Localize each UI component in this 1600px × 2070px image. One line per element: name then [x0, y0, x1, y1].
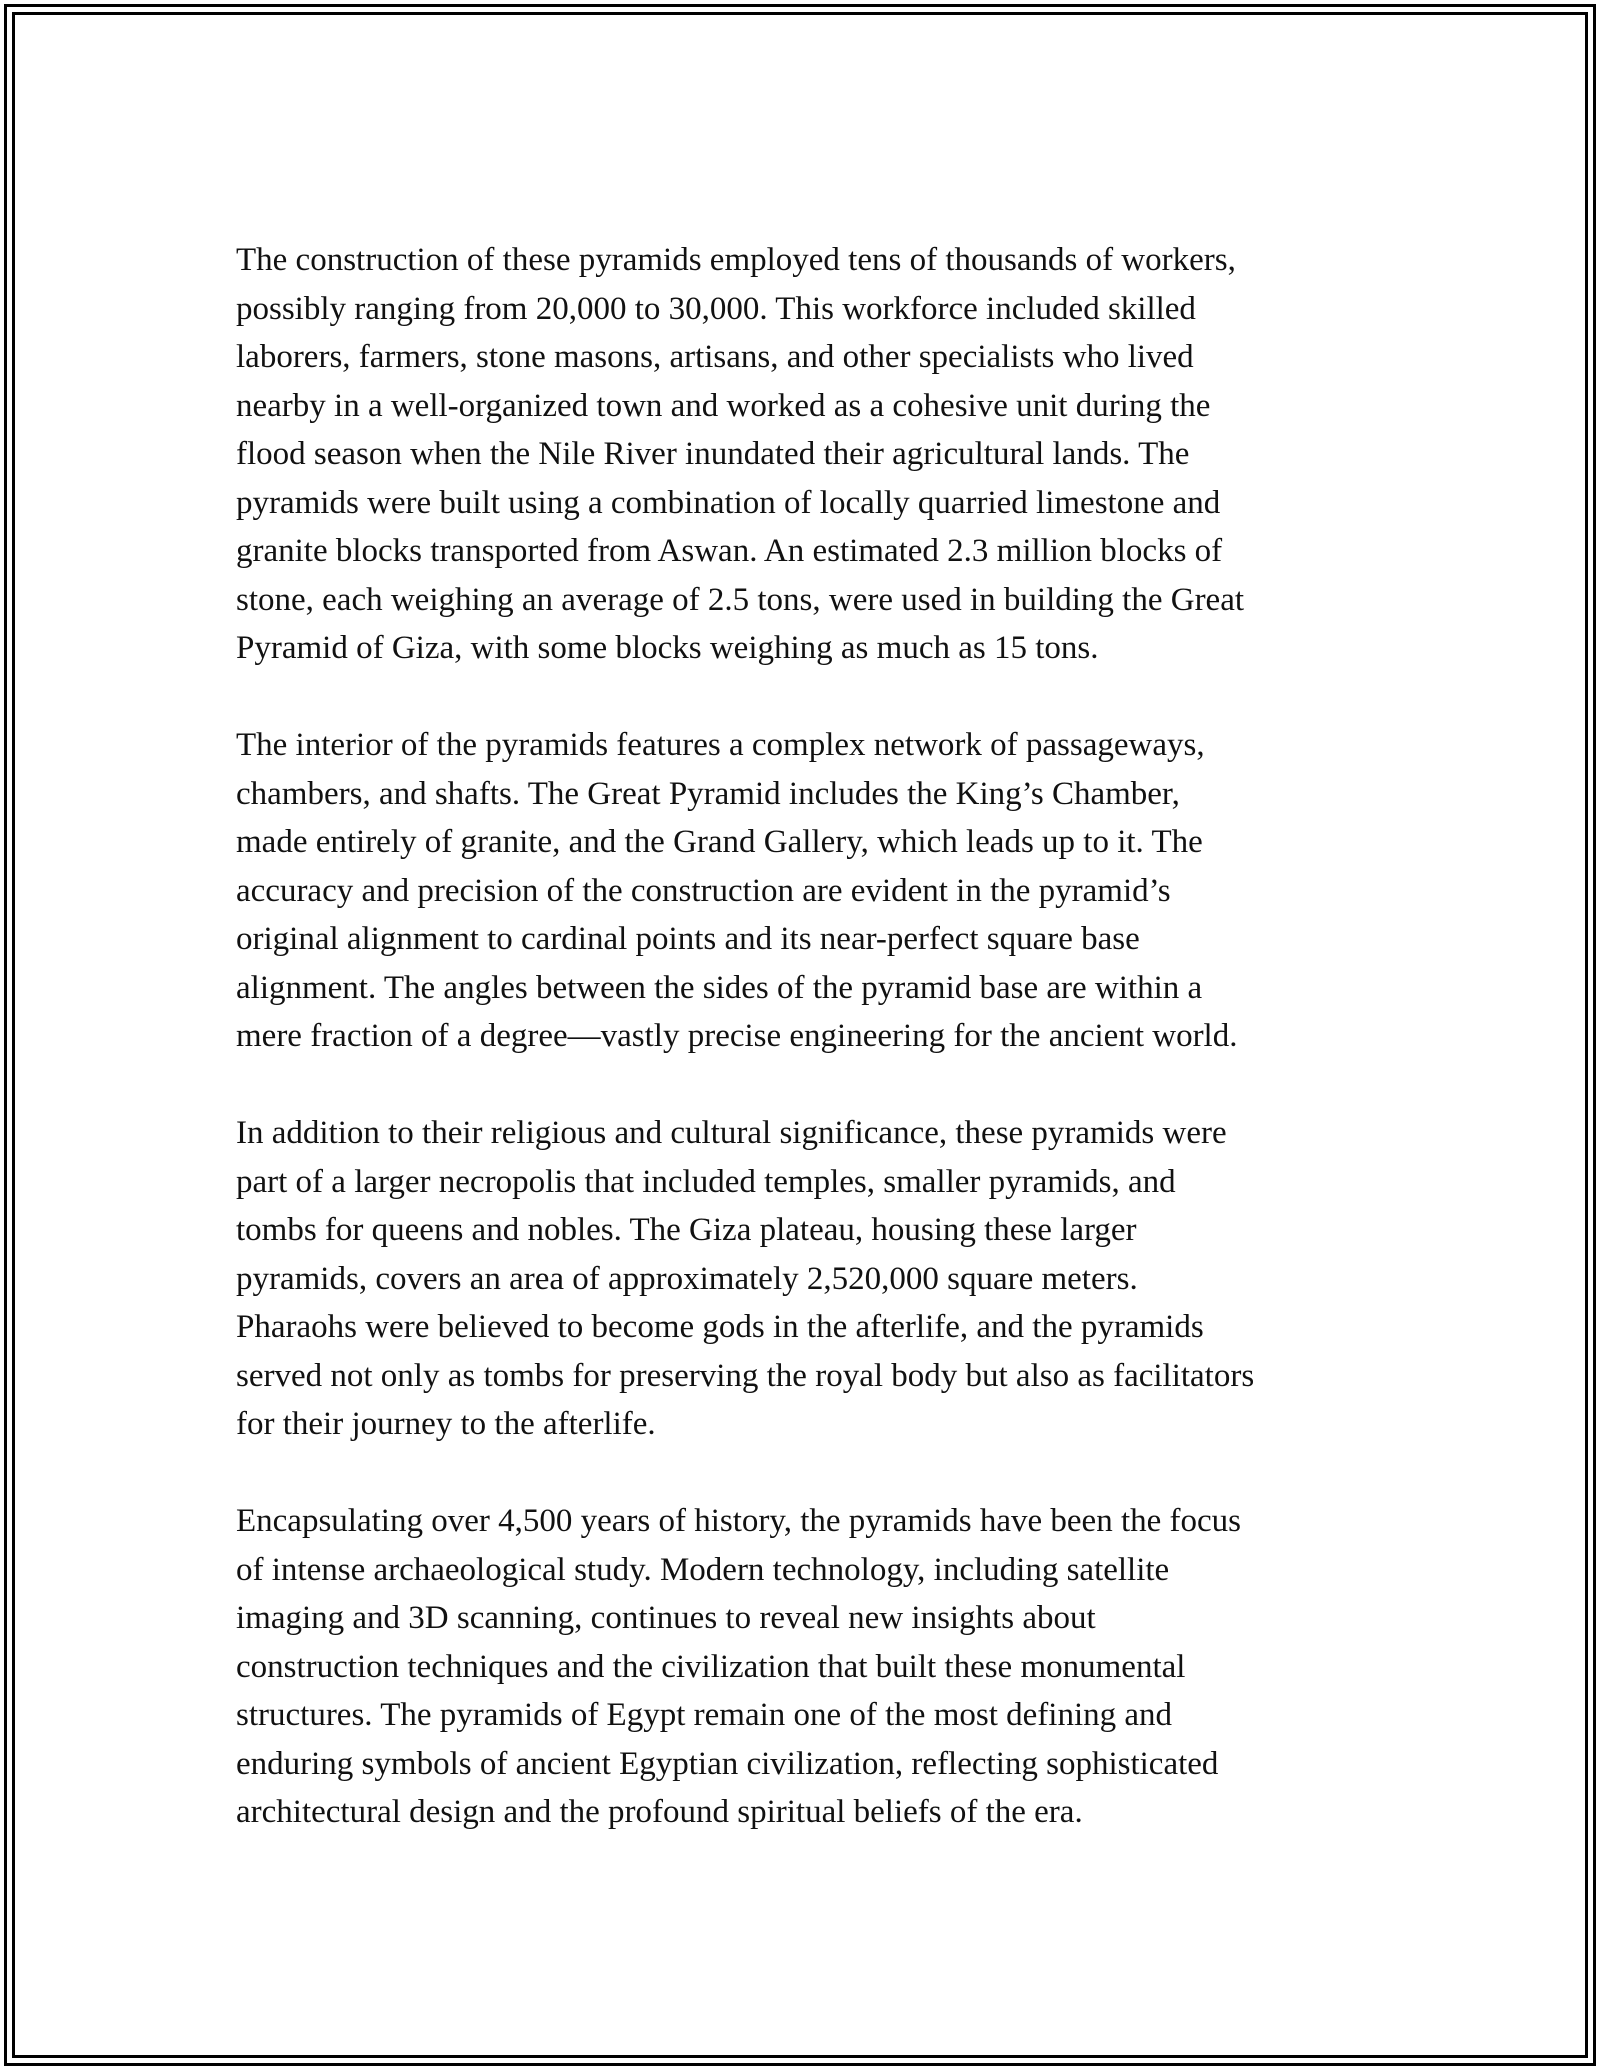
text-line: pyramids, covers an area of approximately 2,520,000 square meters.	[236, 1260, 1138, 1297]
text-line: accuracy and precision of the construction are evident in the pyramid’s	[236, 872, 1171, 909]
text-line: imaging and 3D scanning, continues to reveal new insights about	[236, 1600, 1096, 1636]
text-line: of intense archaeological study. Modern technology, including satellite	[236, 1551, 1170, 1588]
text-line: stone, each weighing an average of 2.5 tons, were used in building the Great	[236, 581, 1245, 618]
text-line: pyramids were built using a combination of locally quarried limestone and	[236, 484, 1221, 521]
text-line: laborers, farmers, stone masons, artisans, and other specialists who lived	[236, 339, 1194, 375]
paragraph-workforce	[236, 236, 1396, 673]
text-line: Pyramid of Giza, with some blocks weighing as much as 15 tons.	[236, 630, 1099, 666]
text-line: served not only as tombs for preserving the royal body but also as facilitators	[236, 1357, 1255, 1394]
text-line: The construction of these pyramids employed tens of thousands of workers,	[236, 242, 1236, 278]
text-line: possibly ranging from 20,000 to 30,000. This workforce included skilled	[236, 290, 1196, 327]
text-line: part of a larger necropolis that included temples, smaller pyramids, and	[236, 1163, 1176, 1200]
text-line: flood season when the Nile River inundated their agricultural lands. The	[236, 436, 1190, 472]
text-line: structures. The pyramids of Egypt remain one of the most defining and	[236, 1697, 1173, 1733]
text-line: made entirely of granite, and the Grand Gallery, which leads up to it. The	[236, 824, 1203, 860]
paragraph-history	[236, 1497, 1396, 1837]
text-line: granite blocks transported from Aswan. An estimated 2.3 million blocks of	[236, 533, 1223, 569]
paragraph-necropolis	[236, 1109, 1396, 1449]
text-line: chambers, and shafts. The Great Pyramid includes the King’s Chamber,	[236, 775, 1180, 812]
paragraph-interior	[236, 721, 1396, 1061]
text-line: The interior of the pyramids features a complex network of passageways,	[236, 727, 1205, 763]
text-line: enduring symbols of ancient Egyptian civilization, reflecting sophisticated	[236, 1745, 1219, 1782]
document-body	[236, 236, 1396, 1885]
text-line: Encapsulating over 4,500 years of history, the pyramids have been the focus	[236, 1503, 1241, 1539]
text-line: In addition to their religious and cultural significance, these pyramids were	[236, 1115, 1227, 1151]
text-line: original alignment to cardinal points and its near-perfect square base	[236, 921, 1140, 957]
text-line: construction techniques and the civilization that built these monumental	[236, 1648, 1186, 1685]
text-line: Pharaohs were believed to become gods in the afterlife, and the pyramids	[236, 1309, 1204, 1345]
text-line: alignment. The angles between the sides of the pyramid base are within a	[236, 969, 1203, 1006]
text-line: architectural design and the profound spiritual beliefs of the era.	[236, 1794, 1083, 1830]
text-line: tombs for queens and nobles. The Giza plateau, housing these larger	[236, 1212, 1137, 1248]
text-line: nearby in a well-organized town and worked as a cohesive unit during the	[236, 387, 1211, 424]
text-line: mere fraction of a degree—vastly precise engineering for the ancient world.	[236, 1018, 1238, 1054]
text-line: for their journey to the afterlife.	[236, 1406, 656, 1442]
